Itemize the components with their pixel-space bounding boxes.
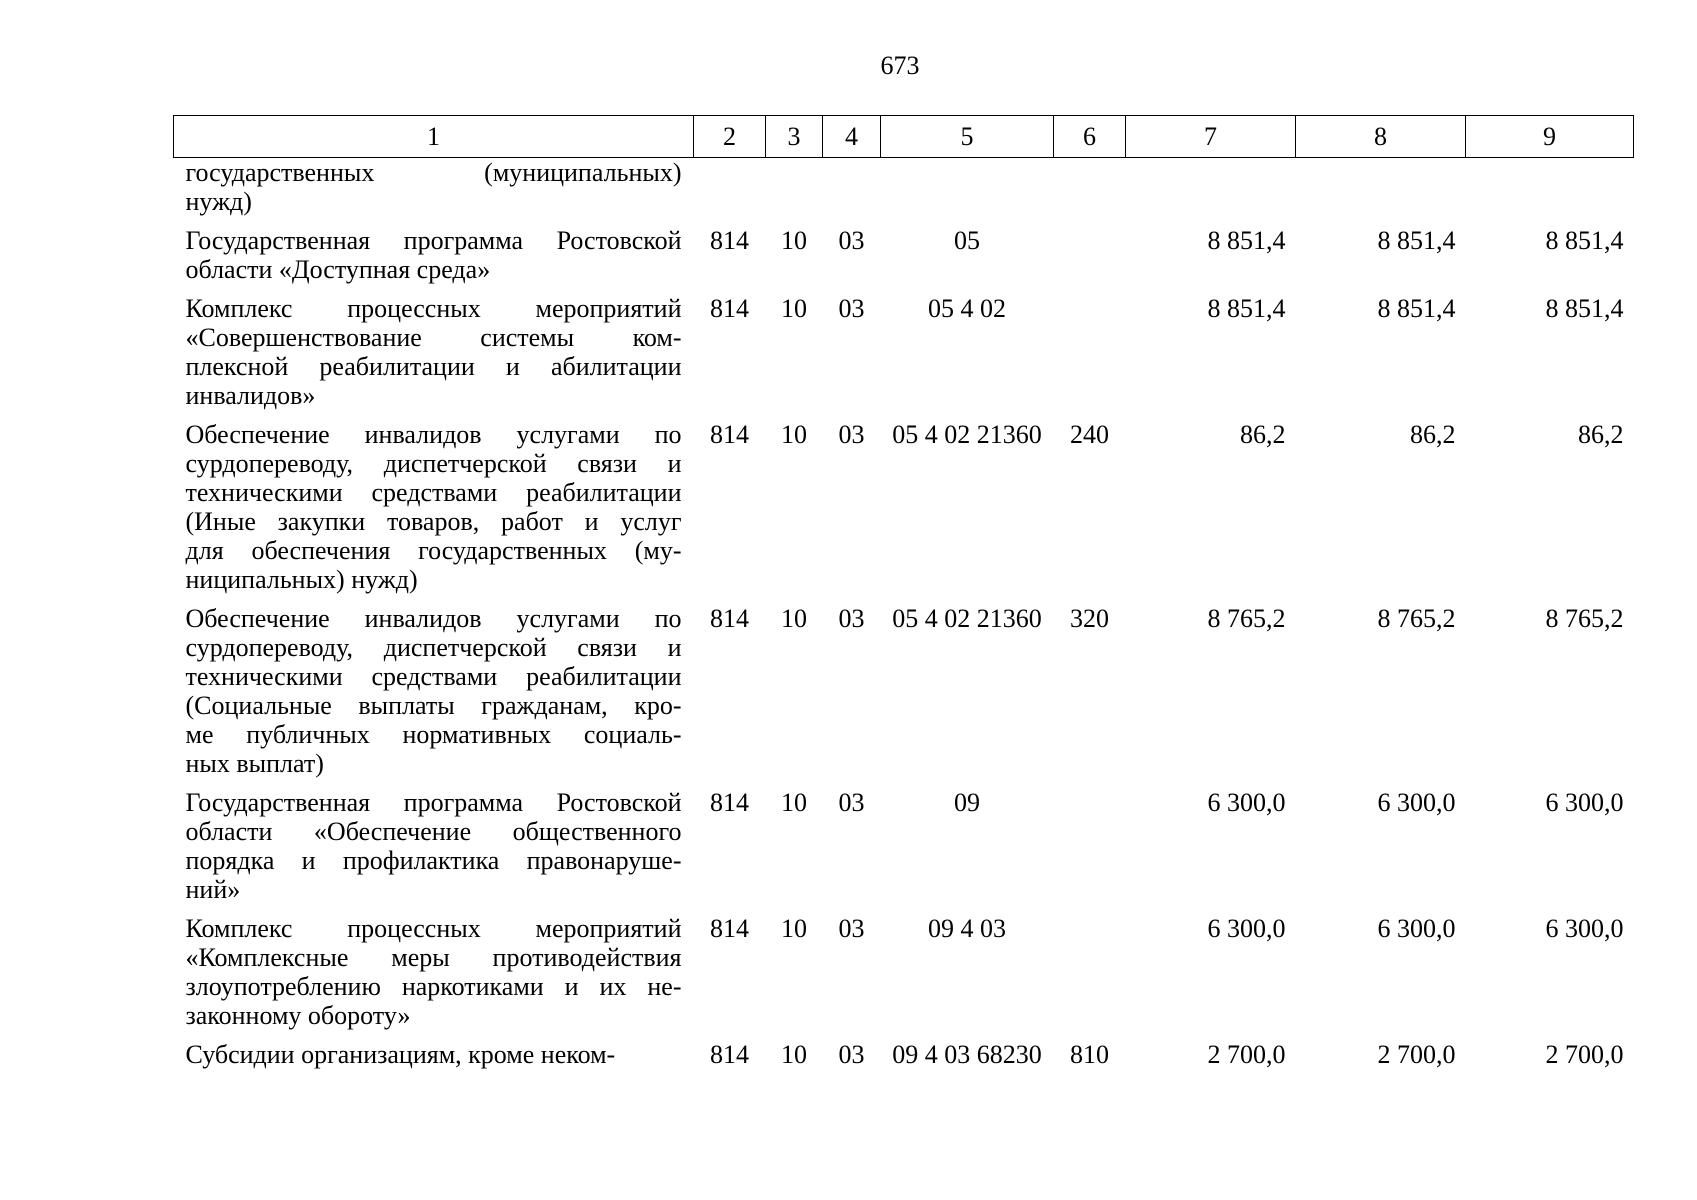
cell-amount-9: 2 700,0 (1545, 1040, 1624, 1069)
page-number: 673 (880, 51, 920, 80)
name-line: техническими средствами реабилитации (185, 662, 682, 691)
cell-amount-9: 6 300,0 (1545, 788, 1624, 817)
row-spacer-cell (174, 284, 1634, 294)
cell-amount-8: 2 700,0 (1377, 1040, 1456, 1069)
cell-amount-8: 8 851,4 (1377, 294, 1456, 323)
table-row (174, 420, 1634, 594)
cell-target-article: 05 4 02 (928, 294, 1006, 323)
name-line: для обеспечения государственных (му- (185, 536, 682, 565)
cell-amount-7 (1126, 158, 1296, 217)
cell-expense-type (1054, 788, 1126, 904)
name-line: государственных (муниципальных) (185, 158, 682, 187)
row-spacer-cell (174, 904, 1634, 914)
cell-expense-type (1054, 158, 1126, 217)
cell-expense-type: 240 (1070, 420, 1109, 449)
name-line: техническими средствами реабилитации (185, 478, 682, 507)
row-spacer (174, 284, 1634, 294)
cell-amount-7: 8 851,4 (1207, 294, 1286, 323)
name-line: «Совершенствование системы ком- (185, 323, 682, 352)
cell-expense-type (1054, 294, 1126, 410)
cell-amount-9: 6 300,0 (1545, 914, 1624, 943)
cell-name (174, 226, 694, 284)
cell-subsection (823, 158, 881, 217)
cell-amount-7: 86,2 (1240, 420, 1286, 449)
cell-amount-7: 8 765,2 (1207, 604, 1286, 633)
name-line: «Комплексные меры противодействия (185, 943, 682, 972)
cell-amount-8: 8 765,2 (1377, 604, 1456, 633)
column-header: 3 (766, 116, 823, 158)
row-spacer (174, 410, 1634, 420)
cell-chapter: 814 (710, 914, 749, 943)
name-line: инвалидов» (185, 381, 316, 410)
column-header: 7 (1126, 116, 1296, 158)
cell-amount-8: 8 851,4 (1377, 226, 1456, 255)
cell-name (174, 420, 694, 594)
row-spacer (174, 1030, 1634, 1040)
cell-amount-9: 86,2 (1578, 420, 1624, 449)
table-row (174, 226, 1634, 284)
column-number-row (174, 116, 1634, 158)
name-line: сурдопереводу, диспетчерской связи и (185, 633, 682, 662)
cell-section: 10 (781, 420, 807, 449)
row-spacer-cell (174, 410, 1634, 420)
row-spacer (174, 594, 1634, 604)
table-row (174, 158, 1634, 217)
cell-section: 10 (781, 1040, 807, 1069)
cell-section: 10 (781, 294, 807, 323)
cell-name (174, 788, 694, 904)
name-line: ниципальных) нужд) (185, 565, 418, 594)
cell-subsection: 03 (838, 420, 865, 449)
cell-section (766, 158, 823, 217)
cell-amount-8: 6 300,0 (1377, 788, 1456, 817)
table-row (174, 914, 1634, 1030)
name-line: нужд) (185, 187, 252, 216)
cell-section: 10 (781, 788, 807, 817)
name-line: сурдопереводу, диспетчерской связи и (185, 449, 682, 478)
column-header: 4 (823, 116, 881, 158)
table-row (174, 788, 1634, 904)
cell-name (174, 294, 694, 410)
name-line: злоупотреблению наркотиками и их не- (185, 972, 682, 1001)
cell-subsection: 03 (838, 604, 865, 633)
name-line: Обеспечение инвалидов услугами по (185, 420, 682, 449)
cell-amount-9 (1466, 158, 1634, 217)
name-line: порядка и профилактика правонаруше- (185, 846, 682, 875)
name-line: законному обороту» (185, 1001, 411, 1030)
name-line: Субсидии организациям, кроме неком- (185, 1040, 616, 1069)
cell-subsection: 03 (838, 226, 865, 255)
cell-name (174, 914, 694, 1030)
row-spacer-cell (174, 216, 1634, 226)
cell-chapter: 814 (710, 294, 749, 323)
table-body (174, 158, 1634, 1070)
cell-name (174, 604, 694, 778)
cell-amount-7: 6 300,0 (1207, 788, 1286, 817)
cell-section: 10 (781, 604, 807, 633)
cell-name (174, 1040, 694, 1069)
name-line: Комплекс процессных мероприятий (185, 294, 682, 323)
cell-amount-7: 8 851,4 (1207, 226, 1286, 255)
cell-target-article: 09 4 03 (928, 914, 1006, 943)
table-row (174, 604, 1634, 778)
cell-target-article: 09 4 03 68230 (892, 1040, 1042, 1069)
column-header: 5 (881, 116, 1054, 158)
name-line: Комплекс процессных мероприятий (185, 914, 682, 943)
name-line: Государственная программа Ростовской (185, 226, 682, 255)
table-row (174, 1040, 1634, 1069)
row-spacer-cell (174, 594, 1634, 604)
column-header: 6 (1054, 116, 1126, 158)
budget-table (173, 115, 1634, 1069)
name-line: области «Обеспечение общественного (185, 817, 682, 846)
cell-target-article (881, 158, 1054, 217)
name-line: ний» (185, 875, 241, 904)
cell-target-article: 05 (954, 226, 980, 255)
cell-expense-type: 810 (1070, 1040, 1109, 1069)
name-line: (Социальные выплаты гражданам, кро- (185, 691, 682, 720)
cell-subsection: 03 (838, 914, 865, 943)
cell-chapter: 814 (710, 420, 749, 449)
column-header: 9 (1466, 116, 1634, 158)
cell-amount-8: 86,2 (1410, 420, 1456, 449)
row-spacer-cell (174, 1030, 1634, 1040)
cell-expense-type (1054, 914, 1126, 1030)
row-spacer-cell (174, 778, 1634, 788)
row-spacer (174, 778, 1634, 788)
table-row (174, 294, 1634, 410)
cell-chapter: 814 (710, 604, 749, 633)
cell-amount-7: 6 300,0 (1207, 914, 1286, 943)
name-line: ме публичных нормативных социаль- (185, 720, 682, 749)
name-line: области «Доступная среда» (185, 255, 491, 284)
cell-amount-9: 8 851,4 (1545, 294, 1624, 323)
cell-amount-9: 8 765,2 (1545, 604, 1624, 633)
name-line: ных выплат) (185, 749, 324, 778)
cell-target-article: 05 4 02 21360 (892, 420, 1042, 449)
cell-chapter: 814 (710, 1040, 749, 1069)
column-header: 1 (174, 116, 694, 158)
cell-amount-9: 8 851,4 (1545, 226, 1624, 255)
name-line: плексной реабилитации и абилитации (185, 352, 682, 381)
name-line: Обеспечение инвалидов услугами по (185, 604, 682, 633)
cell-subsection: 03 (838, 294, 865, 323)
cell-target-article: 05 4 02 21360 (892, 604, 1042, 633)
cell-amount-8: 6 300,0 (1377, 914, 1456, 943)
cell-subsection: 03 (838, 1040, 865, 1069)
cell-expense-type (1054, 226, 1126, 284)
cell-subsection: 03 (838, 788, 865, 817)
cell-chapter: 814 (710, 226, 749, 255)
cell-section: 10 (781, 914, 807, 943)
cell-section: 10 (781, 226, 807, 255)
name-line: Государственная программа Ростовской (185, 788, 682, 817)
cell-target-article: 09 (954, 788, 980, 817)
column-header: 8 (1296, 116, 1466, 158)
cell-chapter (694, 158, 766, 217)
name-line: (Иные закупки товаров, работ и услуг (185, 507, 682, 536)
row-spacer (174, 904, 1634, 914)
cell-expense-type: 320 (1070, 604, 1109, 633)
column-header: 2 (694, 116, 766, 158)
cell-amount-7: 2 700,0 (1207, 1040, 1286, 1069)
cell-name (174, 158, 694, 217)
cell-chapter: 814 (710, 788, 749, 817)
row-spacer (174, 216, 1634, 226)
cell-amount-8 (1296, 158, 1466, 217)
